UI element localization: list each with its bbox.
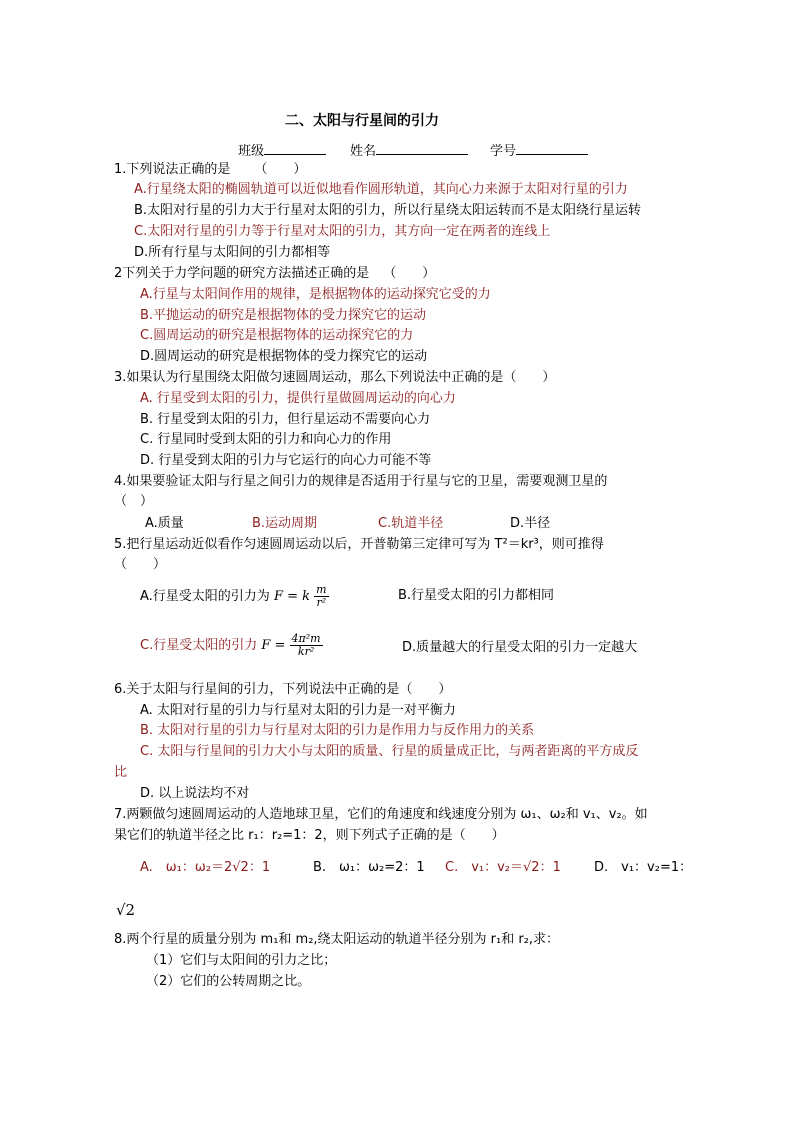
q1-option-b: B.太阳对行星的引力大于行星对太阳的引力，所以行星绕太阳运转而不是太阳绕行星运转: [134, 203, 642, 218]
q1-stem-text: 1.下列说法正确的是: [114, 162, 231, 177]
q2-option-b: B.平抛运动的研究是根据物体的受力探究它的运动: [140, 308, 427, 323]
q2-paren: （ ）: [383, 266, 436, 281]
q4-option-d: D.半径: [510, 516, 551, 531]
q5-option-a: [140, 580, 329, 614]
q2-option-a: A.行星与太阳间作用的规律，是根据物体的运动探究它受的力: [140, 287, 491, 302]
q3-option-b: B. 行星受到太阳的引力，但行星运动不需要向心力: [140, 412, 431, 427]
q6-option-a: A. 太阳对行星的引力与行星对太阳的引力是一对平衡力: [140, 703, 456, 718]
q3-option-c: C. 行星同时受到太阳的引力和向心力的作用: [140, 432, 392, 447]
name-blank: [376, 141, 468, 155]
q6-option-d: D. 以上说法均不对: [140, 786, 250, 801]
q7-stem-line2: 果它们的轨道半径之比 r₁：r₂=1：2，则下列式子正确的是（ ）: [114, 828, 505, 843]
q5-option-b: B.行星受太阳的引力都相同: [398, 588, 555, 603]
q7-option-c: C. v₁：v₂＝√2：1: [445, 860, 561, 875]
q1-option-c: C.太阳对行星的引力等于行星对太阳的引力，其方向一定在两者的连线上: [134, 224, 551, 239]
q7-option-d: D. v₁：v₂=1：: [594, 860, 693, 875]
q4-paren: （ ）: [114, 494, 154, 509]
id-field: [490, 140, 588, 159]
q3-stem: 3.如果认为行星围绕太阳做匀速圆周运动，那么下列说法中正确的是（ ）: [114, 370, 556, 385]
q2-option-d: D.圆周运动的研究是根据物体的受力探究它的运动: [140, 349, 428, 364]
q5-c-formula-lhs: F =: [261, 638, 286, 653]
name-field: [350, 140, 468, 159]
q4-stem: 4.如果要验证太阳与行星之间引力的规律是否适用于行星与它的卫星，需要观测卫星的: [114, 474, 608, 489]
class-field: [238, 140, 326, 159]
q2-option-c: C.圆周运动的研究是根据物体的运动探究它的力: [140, 328, 414, 343]
q2-stem-text: 2下列关于力学问题的研究方法描述正确的是: [114, 266, 370, 281]
class-blank: [264, 141, 326, 155]
q7-option-d-continued: √2: [116, 901, 136, 919]
page-title: 二、太阳与行星间的引力: [285, 113, 439, 129]
q5-option-d: D.质量越大的行星受太阳的引力一定越大: [402, 640, 638, 655]
q5-c-fraction: [290, 633, 323, 658]
q5-a-denominator: r²: [316, 596, 327, 609]
q8-part-2: （2）它们的公转周期之比。: [146, 974, 311, 989]
q5-stem: 5.把行星运动近似看作匀速圆周运动以后，开普勒第三定律可写为 T²＝kr³，则可推得: [114, 537, 604, 552]
q1-option-a: A.行星绕太阳的椭圆轨道可以近似地看作圆形轨道，其向心力来源于太阳对行星的引力: [134, 182, 628, 197]
q7-stem-line1: 7.两颗做匀速圆周运动的人造地球卫星，它们的角速度和线速度分别为 ω₁、ω₂和 v₁、v₂。如: [114, 807, 648, 822]
q5-c-denominator: kr²: [297, 645, 315, 658]
q5-a-fraction: [314, 584, 328, 609]
q5-option-c: [140, 628, 323, 664]
q6-stem: 6.关于太阳与行星间的引力，下列说法中正确的是（ ）: [114, 682, 452, 697]
class-label: 班级: [238, 144, 265, 159]
q8-stem: 8.两个行星的质量分别为 m₁和 m₂,绕太阳运动的轨道半径分别为 r₁和 r₂,求：: [114, 932, 560, 947]
q2-stem: [114, 266, 435, 282]
q5-a-numerator: m: [316, 583, 327, 596]
q5-c-numerator: 4π²m: [291, 632, 321, 645]
q4-option-a: A.质量: [145, 516, 184, 531]
q1-stem: [114, 162, 306, 178]
q5-a-formula-lhs: F = k: [273, 589, 311, 604]
q4-option-b: B.运动周期: [252, 516, 318, 531]
q7-option-b: B. ω₁：ω₂=2：1: [313, 860, 425, 875]
q4-option-c: C.轨道半径: [378, 516, 444, 531]
id-blank: [516, 141, 588, 155]
q6-option-b: B. 太阳对行星的引力与行星对太阳的引力是作用力与反作用力的关系: [140, 723, 535, 738]
q5-option-c-text: C.行星受太阳的引力: [140, 638, 258, 653]
q3-option-d: D. 行星受到太阳的引力与它运行的向心力可能不等: [140, 453, 432, 468]
id-label: 学号: [490, 144, 517, 159]
name-label: 姓名: [350, 144, 377, 159]
q1-paren: （ ）: [254, 162, 307, 177]
q6-option-c-line2: 比: [114, 765, 128, 780]
q8-part-1: （1）它们与太阳间的引力之比；: [146, 953, 337, 968]
q6-option-c-line1: C. 太阳与行星间的引力大小与太阳的质量、行星的质量成正比，与两者距离的平方成反: [140, 744, 639, 759]
q1-option-d: D.所有行星与太阳间的引力都相等: [134, 245, 331, 260]
q3-option-a: A. 行星受到太阳的引力，提供行星做圆周运动的向心力: [140, 391, 456, 406]
q5-option-a-text: A.行星受太阳的引力为: [140, 589, 270, 604]
q7-option-a: A. ω₁：ω₂＝2√2：1: [140, 860, 271, 875]
q5-paren: （ ）: [114, 557, 167, 572]
